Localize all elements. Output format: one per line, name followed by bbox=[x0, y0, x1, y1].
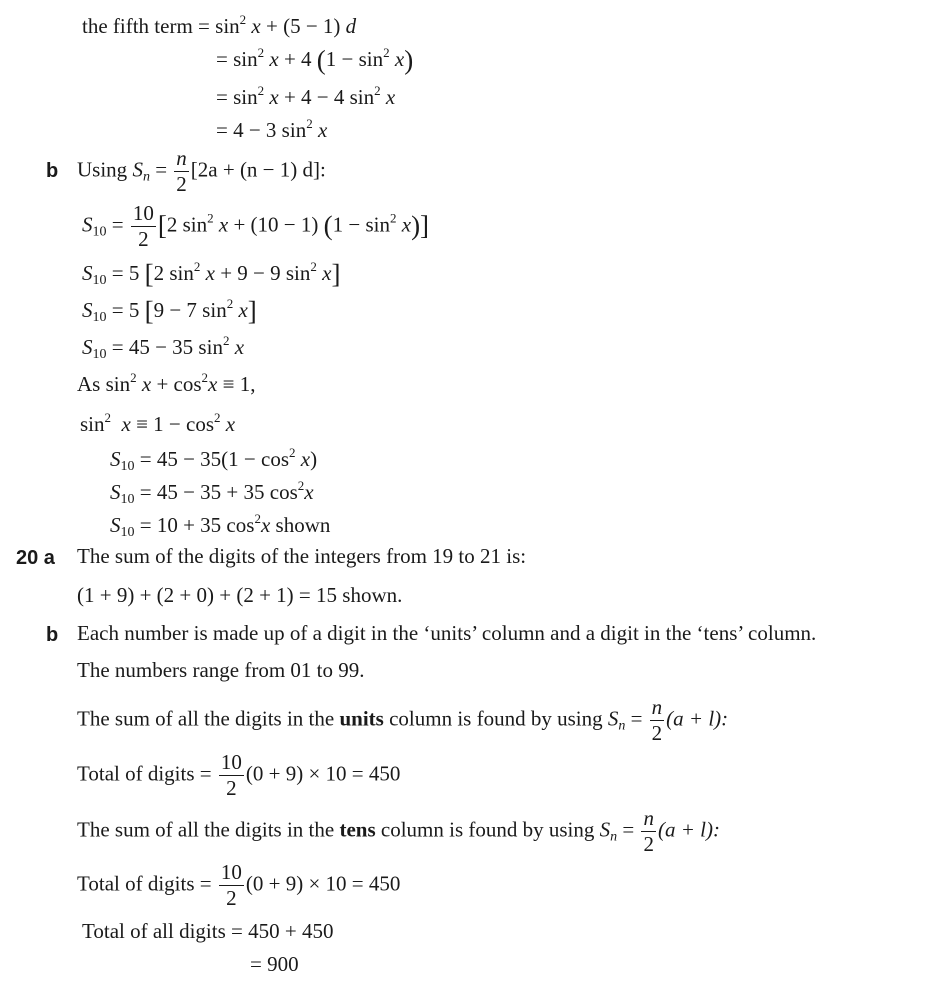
s10-line-2: $S_{10} = 5$ [2 $\sin^2 x + 9 - 9$ $\sin^2 x$] bbox=[82, 259, 341, 289]
fraction-n-over-2-tens: $\frac{n}{2}$ bbox=[643, 806, 654, 856]
part-b-label: b bbox=[46, 160, 59, 182]
sum-digits-intro: The sum of the digits of the integers from 19 to 21 is: bbox=[77, 544, 527, 568]
using-sn-line: Using $S_n$ = $\frac{n}{2}$ [2a + (n − 1) d]: bbox=[77, 146, 326, 196]
part-20b-label: b bbox=[46, 624, 59, 646]
fifth-term-line-4: = 4 − 3 $\sin^2 x$ bbox=[216, 116, 328, 142]
tens-total-line: Total of digits = $\frac{10}{2}$ (0 + 9) × 10 = 450 bbox=[77, 860, 401, 910]
total-all-line-1: Total of all digits = 450 + 450 bbox=[82, 919, 334, 943]
s10-line-1: $S_{10}$ = $\frac{10}{2}$ [2 $\sin^2 x + (10 - 1) (1 - \sin^2 x)$] bbox=[82, 201, 430, 251]
each-number-text: Each number is made up of a digit in the ‘units’ column and a digit in the ‘tens’ column. bbox=[77, 621, 817, 645]
fraction-n-over-2: $\frac{n}{2}$ bbox=[176, 146, 187, 196]
fifth-term-label: the fifth term bbox=[82, 14, 193, 38]
s10-line-5: $S_{10} = 45 - 35(1 - \cos^2 x)$ bbox=[110, 445, 318, 474]
fifth-term-line-3: = $\sin^2 x + 4 - 4$ $\sin^2 x$ bbox=[216, 83, 396, 109]
identity-line: As $\sin^2 x + \cos^2x \equiv 1$, bbox=[77, 370, 256, 396]
units-total-line: Total of digits = $\frac{10}{2}$ (0 + 9) × 10 = 450 bbox=[77, 750, 401, 800]
fraction-10-over-2-tens: $\frac{10}{2}$ bbox=[220, 860, 242, 910]
fraction-10-over-2: $\frac{10}{2}$ bbox=[132, 201, 154, 251]
fraction-n-over-2-units: $\frac{n}{2}$ bbox=[651, 695, 663, 745]
fifth-term-line-1 bbox=[82, 13, 356, 37]
tens-sum-line: The sum of all the digits in the tens column is found by using $S_n$ = $\frac{n}{2}$ (a + l): bbox=[77, 806, 720, 856]
eq-1: = $\sin^2 x + (5 - 1)$ d bbox=[198, 12, 357, 38]
s10-line-4: $S_{10} = 45 - 35$ $\sin^2 x$ bbox=[82, 333, 245, 362]
total-all-line-2: = 900 bbox=[250, 952, 299, 976]
units-sum-line: The sum of all the digits in the units column is found by using $S_n$ = $\frac{n}{2}$ (a + l): bbox=[77, 695, 729, 745]
fifth-term-line-2: = $\sin^2 x + 4$ $(1 - \sin^2 x)$ bbox=[216, 45, 414, 75]
s10-line-7: $S_{10} = 10 + 35$ $\cos^2x$ shown bbox=[110, 511, 331, 540]
s10-line-3: $S_{10} = 5$ [9 − 7 $\sin^2 x$] bbox=[82, 296, 257, 326]
sin-rearranged-line: $\sin^2 x \equiv 1 - \cos^2 x$ bbox=[80, 410, 236, 436]
range-text: The numbers range from 01 to 99. bbox=[77, 658, 365, 682]
question-20a-label: 20 a bbox=[16, 547, 55, 569]
fraction-10-over-2-units: $\frac{10}{2}$ bbox=[220, 750, 242, 800]
digit-sum-line: (1 + 9) + (2 + 0) + (2 + 1) = 15 shown. bbox=[77, 583, 403, 607]
s10-line-6: $S_{10} = 45 - 35 + 35$ $\cos^2x$ bbox=[110, 478, 314, 507]
